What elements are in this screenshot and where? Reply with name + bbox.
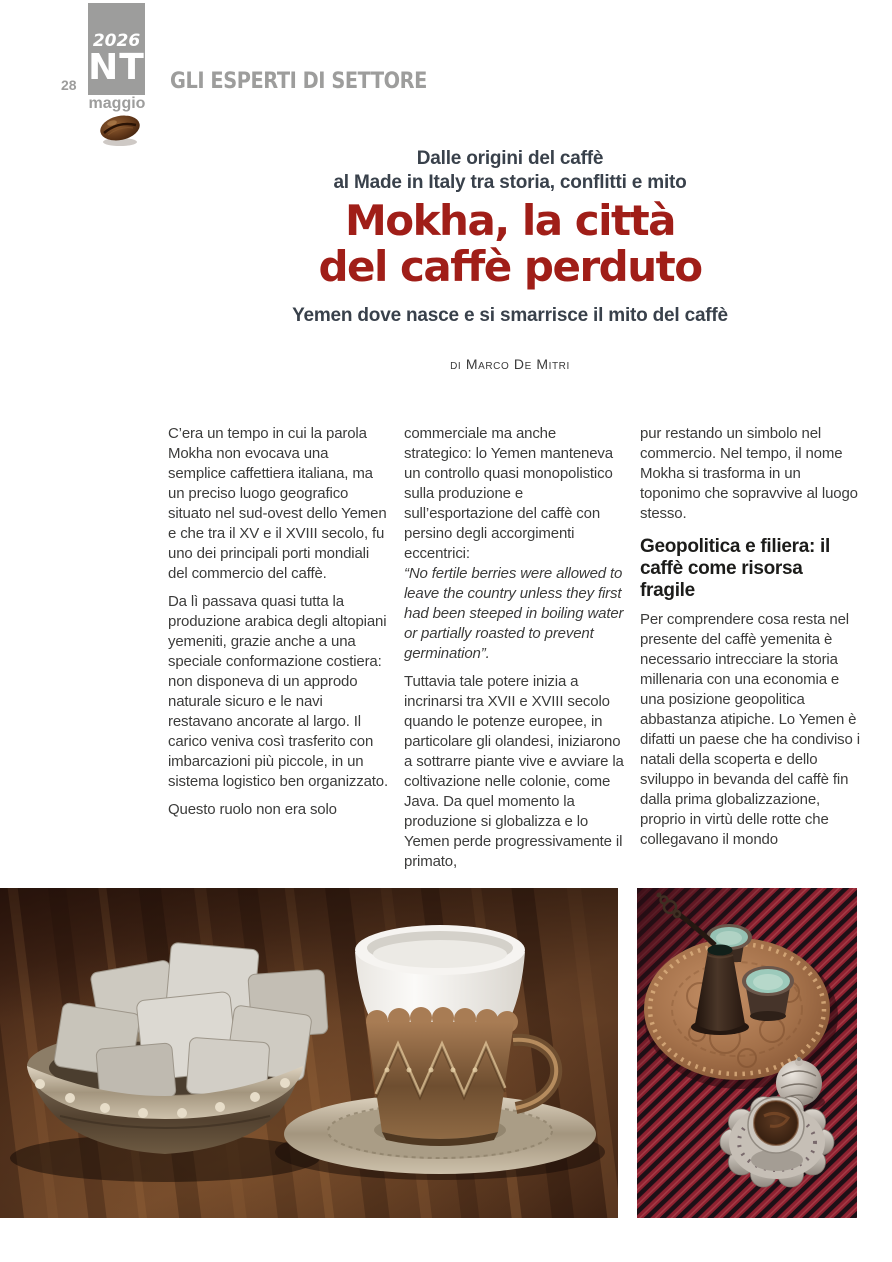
photo-turkish-coffee-set <box>637 888 857 1218</box>
article-title-line-2: del caffè perduto <box>318 242 702 291</box>
right-photo-illustration <box>637 888 857 1218</box>
article-title <box>115 198 892 290</box>
coffee-bean-icon <box>96 112 144 148</box>
section-title: GLI ESPERTI DI SETTORE <box>170 69 427 94</box>
kicker-line-1: Dalle origini del caffè <box>416 148 604 169</box>
title-block <box>115 147 892 372</box>
article-body <box>168 424 862 884</box>
section-heading: Geopolitica e filiera: il caffè come risorsa fragile <box>640 536 830 601</box>
kicker-line-2: al Made in Italy tra storia, conflitti e mito <box>333 172 687 193</box>
left-photo-illustration <box>0 888 618 1218</box>
paragraph: commerciale ma anche strategico: lo Yemen manteneva un controllo quasi monopolistico sulla produzione e sull’esportazione del caffè con persino degli accorgimenti eccentrici: <box>404 425 613 562</box>
column-3 <box>640 424 862 884</box>
nt-logo <box>88 3 145 95</box>
paragraph: Per comprendere cosa resta nel presente del caffè yemenita è necessario intrecciare la storia millenaria con una economia e una posizione geopolitica abbastanza atipiche. Lo Yemen è difatti un paese che ha condiviso i natali della scoperta e dello sviluppo in bevanda del caffè fin dalla prima globalizzazione, proprio in virtù delle rotte che collegavano il mondo <box>640 611 860 848</box>
column-2 <box>404 424 626 884</box>
paragraph: Questo ruolo non era solo <box>168 801 337 818</box>
column-1 <box>168 424 390 884</box>
byline <box>115 356 892 372</box>
paragraph: pur restando un simbolo nel commercio. Nel tempo, il nome Mokha si trasforma in un toponimo che sopravvive al luogo stesso. <box>640 425 858 522</box>
article-subtitle: Yemen dove nasce e si smarrisce il mito del caffè <box>292 305 728 326</box>
photo-coffee-cup-and-turkish-delight <box>0 888 618 1218</box>
paragraph: C’era un tempo in cui la parola Mokha non evocava una semplice caffettiera italiana, ma un preciso luogo geografico situato nel sud-ovest dello Yemen e che tra il XV e il XVIII secolo, fu uno dei principali porti mondiali del commercio del caffè. <box>168 425 387 582</box>
byline-author: Marco De Mitri <box>465 356 570 372</box>
logo-month: maggio <box>88 95 146 112</box>
paragraph: Tuttavia tale potere inizia a incrinarsi tra XVII e XVIII secolo quando le potenze europee, in particolare gli olandesi, iniziarono a sottrarre piante vive e avviare la coltivazione nelle colonie, come Java. Da quel momento la produzione si globalizza e lo Yemen perde progressivamente il primato, <box>404 673 624 870</box>
logo-year: 2026 <box>92 31 141 51</box>
byline-prefix: di <box>450 356 462 372</box>
page-number: 28 <box>61 77 77 93</box>
quote-paragraph: “No fertile berries were allowed to leave the country unless they first had been steeped in boiling water or partially roasted to prevent germination”. <box>404 565 624 662</box>
logo-nt-letters: NT <box>88 47 145 88</box>
paragraph: Da lì passava quasi tutta la produzione arabica degli altopiani yemeniti, grazie anche a una speciale conformazione costiera: non disponeva di un approdo naturale sicuro e le navi restavano ancorate al largo. Il carico veniva così trasferito con imbarcazioni più piccole, in un sistema logistico ben organizzato. <box>168 593 389 790</box>
article-title-line-1: Mokha, la città <box>344 196 676 245</box>
